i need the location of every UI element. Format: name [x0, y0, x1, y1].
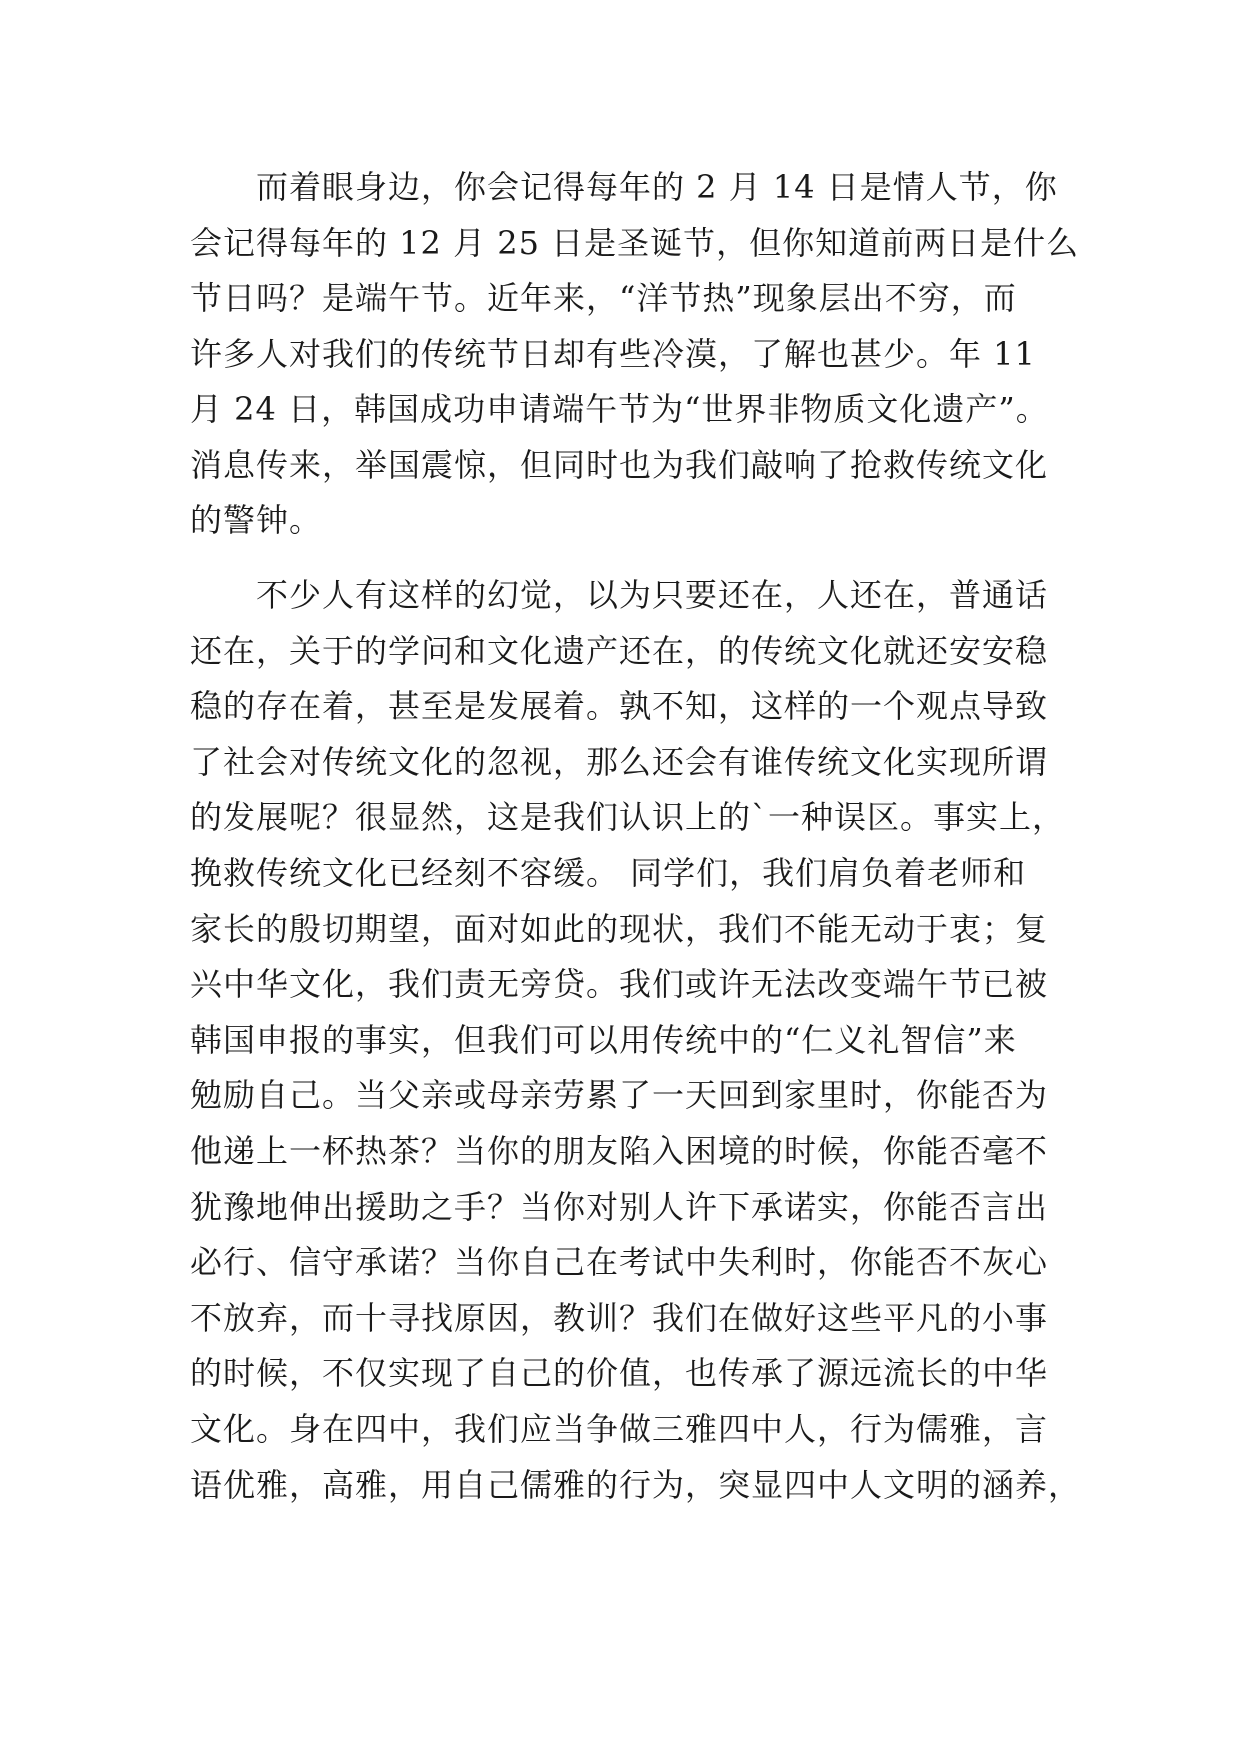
paragraph-line: 的发展呢？很显然，这是我们认识上的`一种误区。事实上，: [190, 798, 1066, 837]
paragraph-line: 消息传来，举国震惊，但同时也为我们敲响了抢救传统文化: [190, 445, 1049, 484]
paragraph-2: [190, 568, 1082, 1513]
paragraph-1: [190, 160, 1080, 549]
paragraph-line: 犹豫地伸出援助之手？当你对别人许下承诺实，你能否言出: [190, 1187, 1049, 1226]
paragraph-line: 必行、信守承诺？当你自己在考试中失利时，你能否不灰心: [190, 1243, 1049, 1282]
paragraph-line: 语优雅，高雅，用自己儒雅的行为，突显四中人文明的涵养，: [190, 1465, 1082, 1504]
paragraph-line: 挽救传统文化已经刻不容缓。 同学们，我们肩负着老师和: [190, 853, 1027, 892]
paragraph-line: 了社会对传统文化的忽视，那么还会有谁传统文化实现所谓: [190, 742, 1049, 781]
paragraph-line: 不少人有这样的幻觉，以为只要还在，人还在，普通话: [256, 576, 1049, 614]
paragraph-line: 他递上一杯热茶？当你的朋友陷入困境的时候，你能否毫不: [190, 1131, 1049, 1170]
paragraph-line: 家长的殷切期望，面对如此的现状，我们不能无动于衷；复: [190, 909, 1049, 948]
paragraph-line: 文化。身在四中，我们应当争做三雅四中人，行为儒雅，言: [190, 1409, 1049, 1448]
paragraph-line: 韩国申报的事实，但我们可以用传统中的“仁义礼智信”来: [190, 1020, 1017, 1059]
paragraph-line: 而着眼身边，你会记得每年的 2 月 14 日是情人节，你: [256, 168, 1058, 206]
paragraph-line: 还在，关于的学问和文化遗产还在，的传统文化就还安安稳: [190, 631, 1049, 670]
paragraph-line: 不放弃，而十寻找原因，教训？我们在做好这些平凡的小事: [190, 1298, 1049, 1337]
paragraph-line: 节日吗？是端午节。近年来，“洋节热”现象层出不穷，而: [190, 279, 1017, 317]
paragraph-line: 许多人对我们的传统节日却有些冷漠，了解也甚少。年 11: [190, 334, 1036, 373]
paragraph-line: 的警钟。: [190, 501, 323, 539]
paragraph-line: 月 24 日，韩国成功申请端午节为“世界非物质文化遗产”。: [190, 390, 1049, 428]
paragraph-line: 稳的存在着，甚至是发展着。孰不知，这样的一个观点导致: [190, 687, 1049, 726]
paragraph-line: 会记得每年的 12 月 25 日是圣诞节，但你知道前两日是什么: [190, 223, 1080, 262]
paragraph-line: 的时候，不仅实现了自己的价值，也传承了源远流长的中华: [190, 1354, 1049, 1393]
paragraph-line: 勉励自己。当父亲或母亲劳累了一天回到家里时，你能否为: [190, 1076, 1049, 1115]
paragraph-line: 兴中华文化，我们责无旁贷。我们或许无法改变端午节已被: [190, 965, 1049, 1004]
